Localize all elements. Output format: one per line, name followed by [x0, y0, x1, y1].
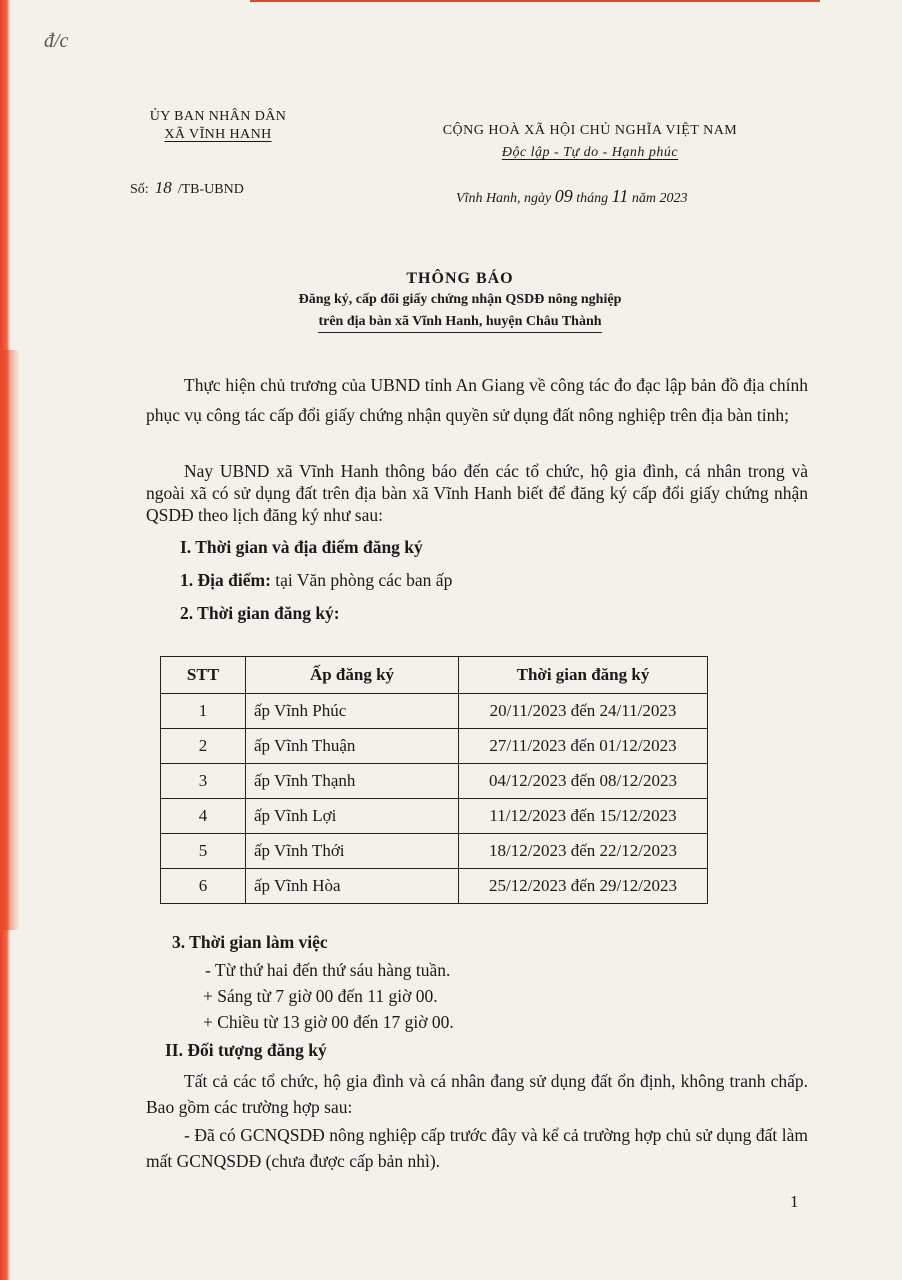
title-line-2: trên địa bàn xã Vĩnh Hanh, huyện Châu Thành — [318, 314, 601, 333]
column-header: STT — [161, 657, 246, 694]
notice-title — [200, 270, 720, 333]
registration-period: 18/12/2023 đến 22/12/2023 — [459, 834, 708, 869]
location-value: tại Văn phòng các ban ấp — [275, 570, 453, 590]
paragraph-text: Thực hiện chủ trương của UBND tỉnh An Giang về công tác đo đạc lập bản đồ địa chính phục vụ công tác cấp đổi giấy chứng nhận quyền sử dụng đất nông nghiệp trên địa bàn tỉnh; — [146, 375, 808, 425]
table-row — [161, 869, 708, 904]
table-row — [161, 764, 708, 799]
row-index: 4 — [161, 799, 246, 834]
date-place: Vĩnh Hanh, ngày — [456, 191, 552, 206]
registration-period: 04/12/2023 đến 08/12/2023 — [459, 764, 708, 799]
registration-period: 20/11/2023 đến 24/11/2023 — [459, 694, 708, 729]
paragraph-eligibility — [146, 1068, 808, 1120]
paragraph-text: - Đã có GCNQSDĐ nông nghiệp cấp trước đây và kể cả trường hợp chủ sử dụng đất làm mất GCNQSDĐ (chưa được cấp bản nhì). — [146, 1125, 808, 1171]
number-value: 18 — [154, 178, 172, 197]
title-line-1: Đăng ký, cấp đổi giấy chứng nhận QSDĐ nông nghiệp — [298, 292, 622, 307]
morning-hours-line: + Sáng từ 7 giờ 00 đến 11 giờ 00. — [203, 986, 438, 1006]
paragraph-intro — [146, 370, 808, 430]
document-date — [456, 186, 687, 207]
date-month-label: tháng — [576, 191, 609, 206]
page-number: 1 — [790, 1192, 799, 1211]
handwritten-mark: đ/c — [44, 30, 69, 52]
issuing-agency — [118, 108, 318, 144]
column-header: Ấp đăng ký — [246, 657, 459, 694]
schedule-heading: 2. Thời gian đăng ký: — [180, 603, 340, 623]
hamlet-name: ấp Vĩnh Thuận — [246, 729, 459, 764]
afternoon-hours-line: + Chiều từ 13 giờ 00 đến 17 giờ 00. — [203, 1012, 454, 1032]
location-label: 1. Địa điểm: — [180, 570, 271, 590]
nation-line-2: Độc lập - Tự do - Hạnh phúc — [501, 145, 679, 160]
paragraph-case-1 — [146, 1122, 808, 1174]
location-line — [180, 570, 452, 591]
paragraph-announcement — [146, 460, 808, 526]
hamlet-name: ấp Vĩnh Lợi — [246, 799, 459, 834]
registration-period: 11/12/2023 đến 15/12/2023 — [459, 799, 708, 834]
table-row — [161, 694, 708, 729]
table-row — [161, 834, 708, 869]
table-row — [161, 799, 708, 834]
number-prefix: Số: — [130, 182, 149, 197]
row-index: 5 — [161, 834, 246, 869]
date-month: 11 — [611, 186, 629, 206]
hamlet-name: ấp Vĩnh Hòa — [246, 869, 459, 904]
registration-period: 25/12/2023 đến 29/12/2023 — [459, 869, 708, 904]
date-day: 09 — [554, 186, 573, 206]
nation-line-1: CỘNG HOÀ XÃ HỘI CHỦ NGHĨA VIỆT NAM — [442, 123, 738, 138]
national-motto — [390, 120, 790, 164]
title-main: THÔNG BÁO — [406, 270, 514, 287]
row-index: 1 — [161, 694, 246, 729]
document-number — [130, 178, 244, 198]
paragraph-text: Nay UBND xã Vĩnh Hanh thông báo đến các tổ chức, hộ gia đình, cá nhân trong và ngoài xã có sử dụng đất trên địa bàn xã Vĩnh Hanh biết để đăng ký cấp đổi giấy chứng nhận QSDĐ theo lịch đăng ký như sau: — [146, 461, 808, 525]
section-heading-1: I. Thời gian và địa điểm đăng ký — [180, 537, 423, 557]
agency-line-1: ỦY BAN NHÂN DÂN — [149, 109, 287, 124]
row-index: 3 — [161, 764, 246, 799]
row-index: 6 — [161, 869, 246, 904]
column-header: Thời gian đăng ký — [459, 657, 708, 694]
number-suffix: /TB-UBND — [177, 182, 244, 197]
registration-schedule-table — [160, 656, 708, 904]
paragraph-text: Tất cả các tổ chức, hộ gia đình và cá nhân đang sử dụng đất ổn định, không tranh chấp. Bao gồm các trường hợp sau: — [146, 1071, 808, 1117]
hamlet-name: ấp Vĩnh Thới — [246, 834, 459, 869]
table-row — [161, 729, 708, 764]
registration-period: 27/11/2023 đến 01/12/2023 — [459, 729, 708, 764]
table-header-row — [161, 657, 708, 694]
working-days-line: - Từ thứ hai đến thứ sáu hàng tuần. — [205, 960, 451, 980]
hamlet-name: ấp Vĩnh Thạnh — [246, 764, 459, 799]
row-index: 2 — [161, 729, 246, 764]
date-year: năm 2023 — [631, 191, 688, 206]
agency-line-2: XÃ VĨNH HANH — [164, 127, 272, 142]
hamlet-name: ấp Vĩnh Phúc — [246, 694, 459, 729]
working-hours-heading: 3. Thời gian làm việc — [172, 932, 328, 952]
section-heading-2: II. Đối tượng đăng ký — [165, 1040, 327, 1060]
